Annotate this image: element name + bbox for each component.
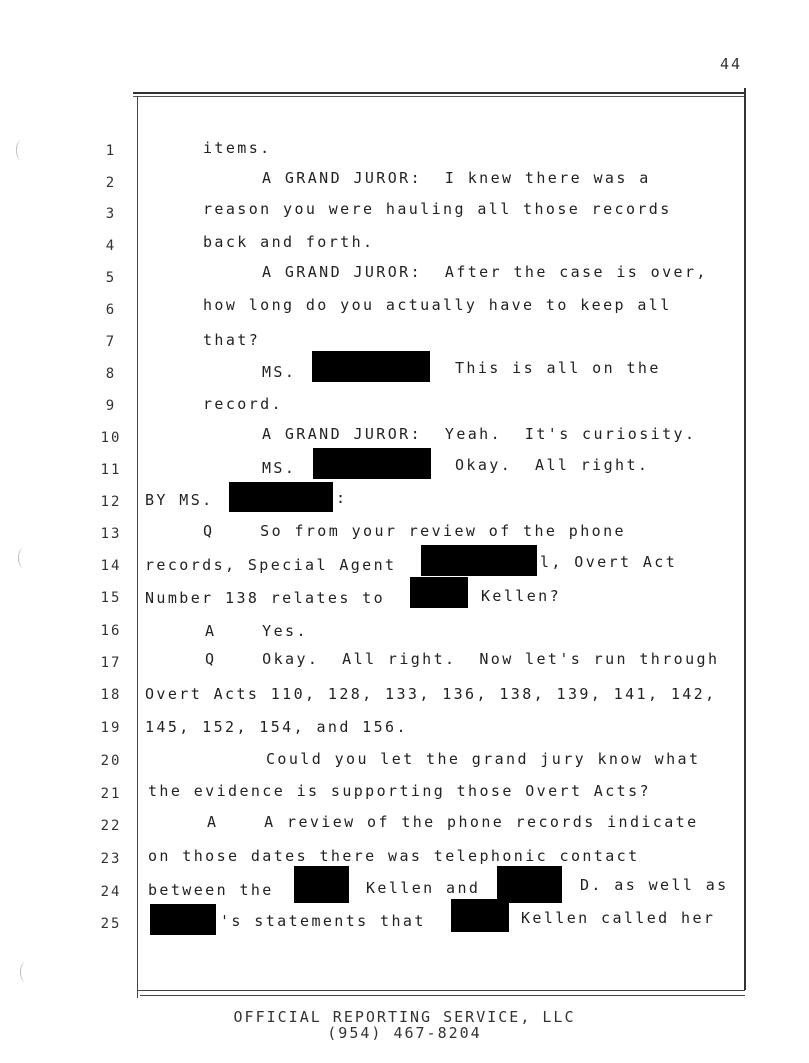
line-number: 22: [100, 818, 122, 834]
line-number: 17: [100, 655, 122, 671]
redaction-box: [312, 351, 430, 382]
redaction-box: [410, 577, 468, 608]
page-number: 44: [720, 55, 743, 73]
line-text: A A review of the phone records indicate: [207, 813, 699, 831]
redaction-box: [421, 545, 537, 576]
line-number: 3: [105, 206, 117, 222]
margin-punch-mark: [16, 140, 27, 160]
line-number: 10: [100, 430, 122, 446]
line-number: 8: [105, 366, 117, 382]
footer-company: OFFICIAL REPORTING SERVICE, LLC: [233, 1008, 576, 1026]
line-text: A GRAND JUROR: After the case is over,: [262, 263, 708, 281]
line-text: records, Special Agent: [145, 556, 397, 574]
line-text: back and forth.: [203, 233, 375, 251]
line-number: 23: [100, 851, 122, 867]
line-number: 25: [100, 916, 122, 932]
margin-punch-mark: [18, 548, 29, 568]
margin-punch-mark: [20, 962, 31, 982]
line-text: 145, 152, 154, and 156.: [145, 718, 408, 736]
redaction-box: [497, 866, 562, 903]
redaction-box: [313, 448, 431, 479]
line-text: how long do you actually have to keep all: [203, 296, 672, 314]
line-text: Kellen called her: [521, 909, 716, 927]
line-text: that?: [203, 331, 261, 349]
line-number: 15: [100, 590, 122, 606]
line-text: items.: [203, 139, 272, 157]
redaction-box: [150, 904, 216, 935]
redaction-box: [229, 482, 333, 512]
line-number: 19: [100, 720, 122, 736]
frame-bottom-border: [137, 990, 745, 991]
line-text: 's statements that: [220, 912, 426, 930]
line-text: the evidence is supporting those Overt Acts?: [148, 782, 651, 800]
line-text: Overt Acts 110, 128, 133, 136, 138, 139, 141, 142,: [145, 685, 717, 703]
line-number: 4: [105, 238, 117, 254]
line-number: 11: [100, 462, 122, 478]
line-text: MS.: [262, 363, 297, 381]
line-text: BY MS.: [145, 491, 214, 509]
line-number: 1: [105, 143, 117, 159]
line-number: 20: [100, 753, 122, 769]
line-text: A GRAND JUROR: Yeah. It's curiosity.: [262, 425, 697, 443]
line-text: A GRAND JUROR: I knew there was a: [262, 169, 651, 187]
line-number: 12: [100, 494, 122, 510]
line-text: A Yes.: [205, 622, 308, 640]
line-text: Could you let the grand jury know what: [266, 750, 701, 768]
frame-left-border: [137, 96, 138, 998]
frame-bottom-border-inner: [140, 995, 745, 996]
line-number: 18: [100, 687, 122, 703]
line-number: 9: [105, 398, 117, 414]
line-number: 13: [100, 526, 122, 542]
line-text: D. as well as: [580, 876, 729, 894]
frame-top-border: [133, 92, 745, 94]
line-text: Kellen?: [481, 587, 562, 605]
line-number: 14: [100, 558, 122, 574]
line-text: Number 138 relates to: [145, 589, 386, 607]
line-text: Q Okay. All right. Now let's run through: [205, 650, 720, 668]
footer-phone: (954) 467-8204: [327, 1024, 482, 1042]
line-number: 6: [105, 302, 117, 318]
line-text: record.: [203, 395, 284, 413]
line-text: This is all on the: [455, 359, 661, 377]
line-text: on those dates there was telephonic contact: [148, 847, 640, 865]
line-text: Q So from your review of the phone: [203, 522, 626, 540]
line-text: reason you were hauling all those records: [203, 200, 672, 218]
line-number: 2: [105, 175, 117, 191]
frame-right-border: [744, 88, 746, 990]
line-text: l, Overt Act: [540, 553, 678, 571]
line-number: 24: [100, 884, 122, 900]
line-number: 7: [105, 334, 117, 350]
frame-top-border-inner: [133, 96, 745, 97]
line-number: 21: [100, 786, 122, 802]
line-number: 5: [105, 270, 117, 286]
line-text: Kellen and: [366, 879, 481, 897]
redaction-box: [294, 866, 349, 903]
line-text: between the: [148, 881, 274, 899]
line-number: 16: [100, 623, 122, 639]
line-text: :: [336, 489, 348, 507]
line-text: MS.: [262, 459, 297, 477]
redaction-box: [451, 899, 509, 932]
line-text: Okay. All right.: [455, 456, 650, 474]
